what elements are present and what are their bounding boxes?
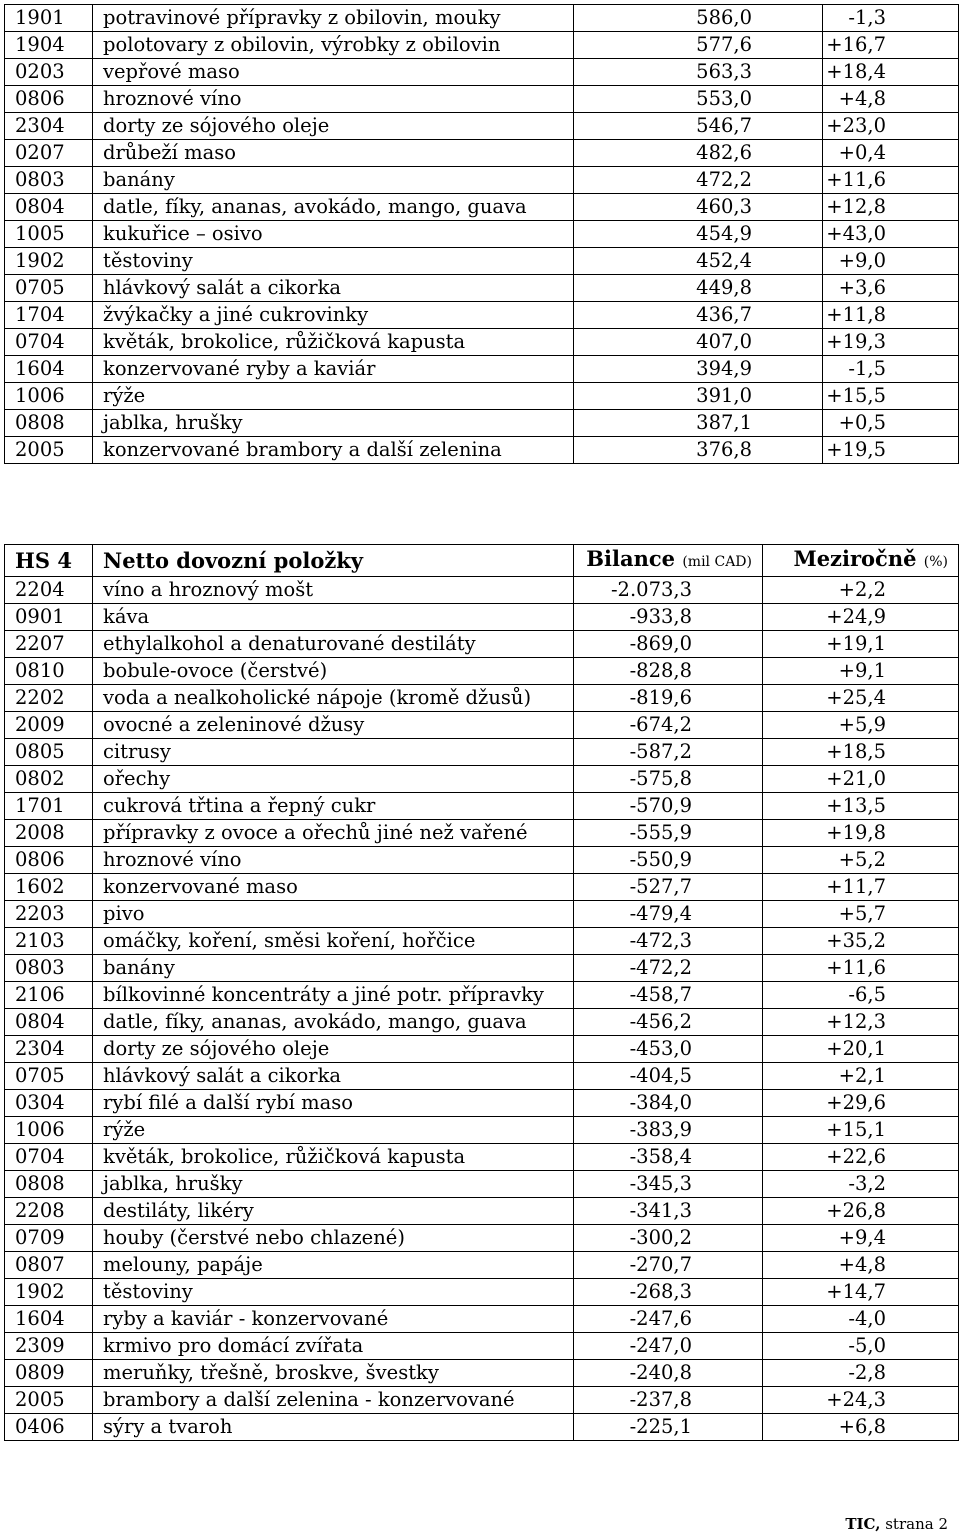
cell-value: -479,4 bbox=[574, 901, 763, 928]
cell-value: -456,2 bbox=[574, 1009, 763, 1036]
cell-code: 2208 bbox=[5, 1198, 93, 1225]
cell-code: 0807 bbox=[5, 1252, 93, 1279]
table-row bbox=[5, 356, 959, 383]
cell-change: +15,5 bbox=[823, 383, 959, 410]
cell-desc: přípravky z ovoce a ořechů jiné než vařené bbox=[93, 820, 574, 847]
cell-value: 563,3 bbox=[574, 59, 823, 86]
cell-value: -527,7 bbox=[574, 874, 763, 901]
table-row bbox=[5, 194, 959, 221]
cell-code: 2008 bbox=[5, 820, 93, 847]
top-table bbox=[4, 4, 959, 464]
cell-value: 452,4 bbox=[574, 248, 823, 275]
cell-value: -270,7 bbox=[574, 1252, 763, 1279]
cell-value: -237,8 bbox=[574, 1387, 763, 1414]
cell-code: 0704 bbox=[5, 1144, 93, 1171]
cell-change: +23,0 bbox=[823, 113, 959, 140]
cell-desc: bobule-ovoce (čerstvé) bbox=[93, 658, 574, 685]
cell-code: 2204 bbox=[5, 577, 93, 604]
cell-code: 0804 bbox=[5, 194, 93, 221]
cell-code: 0203 bbox=[5, 59, 93, 86]
cell-code: 2207 bbox=[5, 631, 93, 658]
cell-value: -575,8 bbox=[574, 766, 763, 793]
table-row bbox=[5, 1090, 959, 1117]
cell-value: 553,0 bbox=[574, 86, 823, 113]
cell-desc: banány bbox=[93, 955, 574, 982]
cell-desc: datle, fíky, ananas, avokádo, mango, guava bbox=[93, 194, 574, 221]
cell-value: -240,8 bbox=[574, 1360, 763, 1387]
cell-value: 577,6 bbox=[574, 32, 823, 59]
cell-desc: hlávkový salát a cikorka bbox=[93, 275, 574, 302]
cell-code: 0406 bbox=[5, 1414, 93, 1441]
cell-value: -674,2 bbox=[574, 712, 763, 739]
table-row bbox=[5, 766, 959, 793]
cell-code: 0804 bbox=[5, 1009, 93, 1036]
cell-value: -472,3 bbox=[574, 928, 763, 955]
table-row bbox=[5, 955, 959, 982]
cell-code: 0805 bbox=[5, 739, 93, 766]
table-row bbox=[5, 1063, 959, 1090]
table-row bbox=[5, 221, 959, 248]
cell-change: +24,9 bbox=[763, 604, 959, 631]
cell-code: 1901 bbox=[5, 5, 93, 32]
cell-code: 2309 bbox=[5, 1333, 93, 1360]
cell-desc: citrusy bbox=[93, 739, 574, 766]
cell-change: +2,2 bbox=[763, 577, 959, 604]
cell-desc: meruňky, třešně, broskve, švestky bbox=[93, 1360, 574, 1387]
cell-value: -819,6 bbox=[574, 685, 763, 712]
table-row bbox=[5, 1144, 959, 1171]
table-row bbox=[5, 248, 959, 275]
cell-change: +12,8 bbox=[823, 194, 959, 221]
cell-value: 586,0 bbox=[574, 5, 823, 32]
cell-value: -458,7 bbox=[574, 982, 763, 1009]
table-row bbox=[5, 577, 959, 604]
cell-desc: drůbeží maso bbox=[93, 140, 574, 167]
cell-desc: ethylalkohol a denaturované destiláty bbox=[93, 631, 574, 658]
cell-change: +9,0 bbox=[823, 248, 959, 275]
cell-change: +19,1 bbox=[763, 631, 959, 658]
cell-value: -2.073,3 bbox=[574, 577, 763, 604]
cell-desc: sýry a tvaroh bbox=[93, 1414, 574, 1441]
cell-value: -570,9 bbox=[574, 793, 763, 820]
cell-code: 2106 bbox=[5, 982, 93, 1009]
cell-value: 407,0 bbox=[574, 329, 823, 356]
cell-code: 2304 bbox=[5, 1036, 93, 1063]
cell-change: +5,9 bbox=[763, 712, 959, 739]
cell-value: -828,8 bbox=[574, 658, 763, 685]
cell-value: -472,2 bbox=[574, 955, 763, 982]
net-imports-table bbox=[4, 544, 959, 1441]
table-row bbox=[5, 383, 959, 410]
header-code: HS 4 bbox=[5, 545, 93, 577]
table-row bbox=[5, 604, 959, 631]
cell-change: +24,3 bbox=[763, 1387, 959, 1414]
header-balance bbox=[574, 545, 763, 577]
cell-value: -869,0 bbox=[574, 631, 763, 658]
cell-desc: rýže bbox=[93, 383, 574, 410]
table-row bbox=[5, 847, 959, 874]
cell-value: 391,0 bbox=[574, 383, 823, 410]
table-row bbox=[5, 820, 959, 847]
cell-value: -404,5 bbox=[574, 1063, 763, 1090]
cell-change: +2,1 bbox=[763, 1063, 959, 1090]
table-row bbox=[5, 1252, 959, 1279]
table-row bbox=[5, 658, 959, 685]
cell-desc: květák, brokolice, růžičková kapusta bbox=[93, 1144, 574, 1171]
cell-code: 0207 bbox=[5, 140, 93, 167]
cell-desc: hlávkový salát a cikorka bbox=[93, 1063, 574, 1090]
cell-change: +5,2 bbox=[763, 847, 959, 874]
cell-code: 0810 bbox=[5, 658, 93, 685]
cell-value: -555,9 bbox=[574, 820, 763, 847]
cell-desc: žvýkačky a jiné cukrovinky bbox=[93, 302, 574, 329]
cell-change: +4,8 bbox=[763, 1252, 959, 1279]
cell-code: 0705 bbox=[5, 1063, 93, 1090]
cell-code: 1006 bbox=[5, 383, 93, 410]
cell-code: 0802 bbox=[5, 766, 93, 793]
table-row bbox=[5, 410, 959, 437]
cell-code: 2005 bbox=[5, 437, 93, 464]
cell-desc: konzervované ryby a kaviár bbox=[93, 356, 574, 383]
cell-change: +18,5 bbox=[763, 739, 959, 766]
cell-value: 546,7 bbox=[574, 113, 823, 140]
table-row bbox=[5, 982, 959, 1009]
cell-change: +21,0 bbox=[763, 766, 959, 793]
cell-code: 2203 bbox=[5, 901, 93, 928]
cell-desc: omáčky, koření, směsi koření, hořčice bbox=[93, 928, 574, 955]
cell-code: 0803 bbox=[5, 167, 93, 194]
cell-change: +11,6 bbox=[763, 955, 959, 982]
cell-code: 0806 bbox=[5, 86, 93, 113]
cell-change: +18,4 bbox=[823, 59, 959, 86]
cell-change: +5,7 bbox=[763, 901, 959, 928]
table-row bbox=[5, 631, 959, 658]
cell-desc: banány bbox=[93, 167, 574, 194]
table-row bbox=[5, 329, 959, 356]
cell-desc: konzervované brambory a další zelenina bbox=[93, 437, 574, 464]
cell-change: +0,5 bbox=[823, 410, 959, 437]
net-imports-header-row bbox=[5, 545, 959, 577]
table-row bbox=[5, 685, 959, 712]
cell-change: +0,4 bbox=[823, 140, 959, 167]
cell-change: -6,5 bbox=[763, 982, 959, 1009]
cell-change: +11,6 bbox=[823, 167, 959, 194]
header-balance-unit: (mil CAD) bbox=[682, 554, 752, 570]
cell-value: -268,3 bbox=[574, 1279, 763, 1306]
cell-value: 482,6 bbox=[574, 140, 823, 167]
cell-code: 0705 bbox=[5, 275, 93, 302]
cell-change: +15,1 bbox=[763, 1117, 959, 1144]
cell-desc: káva bbox=[93, 604, 574, 631]
net-imports-table-body bbox=[5, 577, 959, 1441]
cell-value: -300,2 bbox=[574, 1225, 763, 1252]
cell-code: 0808 bbox=[5, 410, 93, 437]
table-row bbox=[5, 901, 959, 928]
header-desc: Netto dovozní položky bbox=[93, 545, 574, 577]
cell-value: -345,3 bbox=[574, 1171, 763, 1198]
cell-change: -2,8 bbox=[763, 1360, 959, 1387]
table-row bbox=[5, 739, 959, 766]
table-row bbox=[5, 1171, 959, 1198]
cell-value: -550,9 bbox=[574, 847, 763, 874]
cell-change: +13,5 bbox=[763, 793, 959, 820]
cell-desc: těstoviny bbox=[93, 1279, 574, 1306]
cell-code: 0809 bbox=[5, 1360, 93, 1387]
table-row bbox=[5, 1198, 959, 1225]
cell-desc: cukrová třtina a řepný cukr bbox=[93, 793, 574, 820]
table-row bbox=[5, 793, 959, 820]
cell-desc: ořechy bbox=[93, 766, 574, 793]
cell-desc: dorty ze sójového oleje bbox=[93, 1036, 574, 1063]
cell-desc: hroznové víno bbox=[93, 847, 574, 874]
cell-value: -384,0 bbox=[574, 1090, 763, 1117]
cell-desc: víno a hroznový mošt bbox=[93, 577, 574, 604]
cell-desc: rýže bbox=[93, 1117, 574, 1144]
top-table-body bbox=[5, 5, 959, 464]
footer-label: TIC, bbox=[845, 1515, 881, 1533]
cell-value: 387,1 bbox=[574, 410, 823, 437]
cell-change: -1,5 bbox=[823, 356, 959, 383]
table-row bbox=[5, 1225, 959, 1252]
cell-change: +22,6 bbox=[763, 1144, 959, 1171]
cell-value: -247,0 bbox=[574, 1333, 763, 1360]
cell-value: 460,3 bbox=[574, 194, 823, 221]
cell-change: +20,1 bbox=[763, 1036, 959, 1063]
cell-desc: polotovary z obilovin, výrobky z obilovin bbox=[93, 32, 574, 59]
cell-value: -247,6 bbox=[574, 1306, 763, 1333]
cell-desc: kukuřice – osivo bbox=[93, 221, 574, 248]
cell-change: +6,8 bbox=[763, 1414, 959, 1441]
table-row bbox=[5, 1360, 959, 1387]
cell-change: +19,3 bbox=[823, 329, 959, 356]
cell-desc: těstoviny bbox=[93, 248, 574, 275]
cell-desc: destiláty, likéry bbox=[93, 1198, 574, 1225]
cell-desc: pivo bbox=[93, 901, 574, 928]
cell-change: -3,2 bbox=[763, 1171, 959, 1198]
cell-code: 0709 bbox=[5, 1225, 93, 1252]
table-row bbox=[5, 113, 959, 140]
cell-desc: houby (čerstvé nebo chlazené) bbox=[93, 1225, 574, 1252]
cell-change: -1,3 bbox=[823, 5, 959, 32]
cell-desc: hroznové víno bbox=[93, 86, 574, 113]
cell-change: +11,7 bbox=[763, 874, 959, 901]
cell-value: -225,1 bbox=[574, 1414, 763, 1441]
table-row bbox=[5, 928, 959, 955]
cell-value: 449,8 bbox=[574, 275, 823, 302]
cell-value: 376,8 bbox=[574, 437, 823, 464]
table-row bbox=[5, 5, 959, 32]
cell-value: -587,2 bbox=[574, 739, 763, 766]
table-row bbox=[5, 1414, 959, 1441]
cell-change: +26,8 bbox=[763, 1198, 959, 1225]
cell-desc: datle, fíky, ananas, avokádo, mango, guava bbox=[93, 1009, 574, 1036]
cell-code: 1904 bbox=[5, 32, 93, 59]
table-row bbox=[5, 1036, 959, 1063]
cell-change: -5,0 bbox=[763, 1333, 959, 1360]
cell-change: +35,2 bbox=[763, 928, 959, 955]
cell-change: +43,0 bbox=[823, 221, 959, 248]
table-row bbox=[5, 167, 959, 194]
cell-code: 1604 bbox=[5, 1306, 93, 1333]
cell-desc: ovocné a zeleninové džusy bbox=[93, 712, 574, 739]
cell-change: +14,7 bbox=[763, 1279, 959, 1306]
cell-change: +25,4 bbox=[763, 685, 959, 712]
table-row bbox=[5, 86, 959, 113]
table-row bbox=[5, 302, 959, 329]
cell-code: 0808 bbox=[5, 1171, 93, 1198]
cell-value: -933,8 bbox=[574, 604, 763, 631]
cell-code: 1006 bbox=[5, 1117, 93, 1144]
cell-code: 0304 bbox=[5, 1090, 93, 1117]
cell-value: -341,3 bbox=[574, 1198, 763, 1225]
cell-desc: vepřové maso bbox=[93, 59, 574, 86]
table-row bbox=[5, 1306, 959, 1333]
cell-code: 2005 bbox=[5, 1387, 93, 1414]
table-row bbox=[5, 437, 959, 464]
cell-desc: ryby a kaviár - konzervované bbox=[93, 1306, 574, 1333]
cell-desc: potravinové přípravky z obilovin, mouky bbox=[93, 5, 574, 32]
table-row bbox=[5, 32, 959, 59]
cell-code: 1005 bbox=[5, 221, 93, 248]
cell-value: -453,0 bbox=[574, 1036, 763, 1063]
cell-code: 2202 bbox=[5, 685, 93, 712]
cell-code: 1902 bbox=[5, 248, 93, 275]
cell-change: +29,6 bbox=[763, 1090, 959, 1117]
cell-desc: bílkovinné koncentráty a jiné potr. přípravky bbox=[93, 982, 574, 1009]
table-row bbox=[5, 712, 959, 739]
cell-change: +16,7 bbox=[823, 32, 959, 59]
cell-change: +11,8 bbox=[823, 302, 959, 329]
cell-change: +3,6 bbox=[823, 275, 959, 302]
cell-desc: brambory a další zelenina - konzervované bbox=[93, 1387, 574, 1414]
cell-code: 0803 bbox=[5, 955, 93, 982]
table-row bbox=[5, 59, 959, 86]
table-row bbox=[5, 1117, 959, 1144]
cell-value: -358,4 bbox=[574, 1144, 763, 1171]
cell-value: 454,9 bbox=[574, 221, 823, 248]
table-row bbox=[5, 140, 959, 167]
cell-change: +19,8 bbox=[763, 820, 959, 847]
table-row bbox=[5, 874, 959, 901]
cell-desc: krmivo pro domácí zvířata bbox=[93, 1333, 574, 1360]
table-row bbox=[5, 1279, 959, 1306]
cell-code: 1701 bbox=[5, 793, 93, 820]
cell-desc: konzervované maso bbox=[93, 874, 574, 901]
cell-desc: voda a nealkoholické nápoje (kromě džusů) bbox=[93, 685, 574, 712]
cell-code: 0901 bbox=[5, 604, 93, 631]
table-row bbox=[5, 1387, 959, 1414]
cell-change: +4,8 bbox=[823, 86, 959, 113]
cell-code: 0806 bbox=[5, 847, 93, 874]
header-change-label: Meziročně bbox=[793, 546, 917, 571]
cell-desc: květák, brokolice, růžičková kapusta bbox=[93, 329, 574, 356]
cell-code: 0704 bbox=[5, 329, 93, 356]
cell-code: 1704 bbox=[5, 302, 93, 329]
cell-code: 1902 bbox=[5, 1279, 93, 1306]
cell-desc: dorty ze sójového oleje bbox=[93, 113, 574, 140]
cell-value: 394,9 bbox=[574, 356, 823, 383]
table-row bbox=[5, 275, 959, 302]
cell-value: 472,2 bbox=[574, 167, 823, 194]
cell-desc: jablka, hrušky bbox=[93, 410, 574, 437]
cell-code: 2103 bbox=[5, 928, 93, 955]
cell-code: 1604 bbox=[5, 356, 93, 383]
cell-desc: rybí filé a další rybí maso bbox=[93, 1090, 574, 1117]
cell-change: +19,5 bbox=[823, 437, 959, 464]
table-row bbox=[5, 1009, 959, 1036]
cell-change: +9,1 bbox=[763, 658, 959, 685]
header-balance-label: Bilance bbox=[586, 546, 676, 571]
footer-page: strana 2 bbox=[885, 1515, 948, 1533]
header-change-unit: (%) bbox=[923, 554, 948, 570]
cell-change: +12,3 bbox=[763, 1009, 959, 1036]
table-row bbox=[5, 1333, 959, 1360]
cell-value: -383,9 bbox=[574, 1117, 763, 1144]
cell-code: 2009 bbox=[5, 712, 93, 739]
header-change bbox=[763, 545, 959, 577]
cell-desc: jablka, hrušky bbox=[93, 1171, 574, 1198]
cell-value: 436,7 bbox=[574, 302, 823, 329]
cell-change: -4,0 bbox=[763, 1306, 959, 1333]
page-footer bbox=[845, 1515, 948, 1533]
cell-change: +9,4 bbox=[763, 1225, 959, 1252]
cell-code: 2304 bbox=[5, 113, 93, 140]
cell-code: 1602 bbox=[5, 874, 93, 901]
cell-desc: melouny, papáje bbox=[93, 1252, 574, 1279]
